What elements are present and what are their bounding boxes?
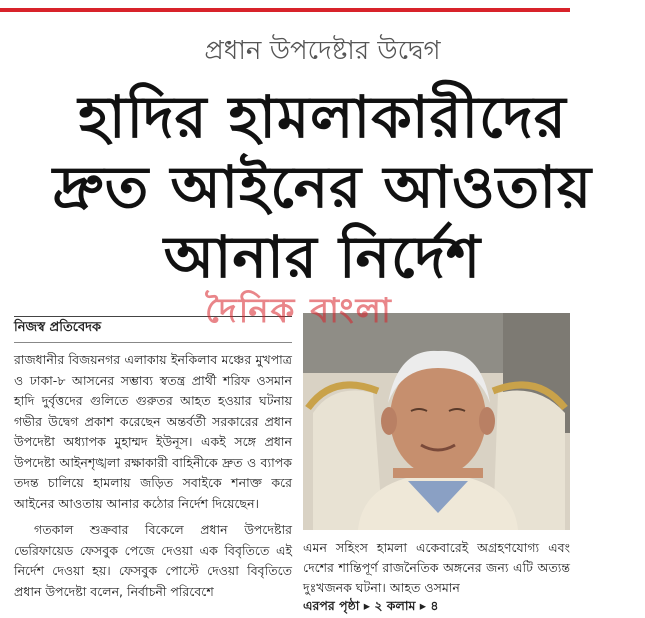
headline: [0, 82, 645, 292]
headline-line: আনার নির্দেশ: [163, 223, 482, 291]
paragraph: গতকাল শুক্রবার বিকেলে প্রধান উপদেষ্টার ভেরিফায়েড ফেসবুক পেজে দেওয়া এক বিবৃতিতে এই নির্দেশ দেওয়া হয়। ফেসবুক পোস্টে দেওয়া বিবৃতিতে প্রধান উপদেষ্টা বলেন, নির্বাচনী পরিবেশে: [14, 522, 292, 599]
portrait-illustration: [303, 313, 570, 530]
continued-on: এরপর পৃষ্ঠা ▸ ২ কলাম ▸ ৪: [303, 598, 439, 613]
photo-caption: এমন সহিংস হামলা একেবারেই অগ্রহণযোগ্য এবং দেশের শান্তিপূর্ণ রাজনৈতিক অঙ্গনের জন্য এটি অত্যন্ত দুঃখজনক ঘটনা। আহত ওসমান: [303, 540, 570, 595]
newspaper-watermark: দৈনিক বাংলা: [205, 291, 393, 331]
headline-line: দ্রুত আইনের আওতায়: [52, 153, 593, 221]
byline: নিজস্ব প্রতিবেদক: [14, 320, 102, 335]
top-accent-rule: [0, 8, 570, 12]
byline-bottom-rule: [14, 342, 292, 343]
headline-line: হাদির হামলাকারীদের: [78, 83, 567, 151]
kicker: প্রধান উপদেষ্টার উদ্বেগ: [204, 36, 441, 66]
portrait-photo: [303, 313, 570, 530]
paragraph: রাজধানীর বিজয়নগর এলাকায় ইনকিলাব মঞ্চের মুখপাত্র ও ঢাকা-৮ আসনের সম্ভাব্য স্বতন্ত্র প্রার্থী শরিফ ওসমান হাদি দুর্বৃত্তদের গুলিতে গুরুতর আহত হওয়ার ঘটনায় গভীর উদ্বেগ প্রকাশ করেছেন অন্তর্বর্তী সরকারের প্রধান উপদেষ্টা অধ্যাপক মুহাম্মদ ইউনূস। একই সঙ্গে প্রধান উপদেষ্টা আইনশৃঙ্খলা রক্ষাকারী বাহিনীকে দ্রুত ও ব্যাপক তদন্ত চালিয়ে হামলায় জড়িত সবাইকে শনাক্ত করে আইনের আওতায় আনার কঠোর নির্দেশ দিয়েছেন।: [14, 352, 292, 511]
article-body: [14, 350, 292, 608]
